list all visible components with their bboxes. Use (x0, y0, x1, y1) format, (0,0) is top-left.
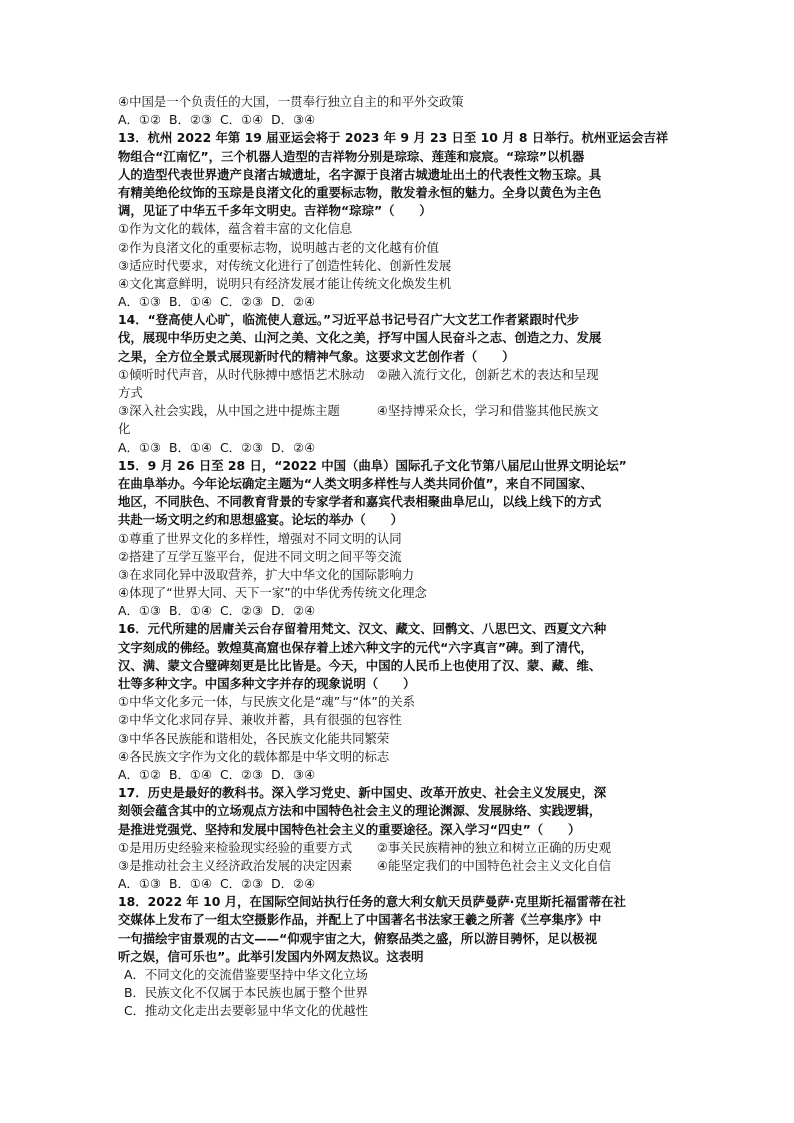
question-15-stem: 共赴一场文明之约和思想盛宴。论坛的举办（ ） (118, 512, 403, 528)
question-16-stem: 文字刻成的佛经。敦煌莫高窟也保存着上述六种文字的元代“六字真言”碑。到了清代， (118, 639, 593, 655)
statement-option: ④体现了“世界大同、天下一家”的中华优秀传统文化理念 (118, 585, 427, 601)
question-18-stem: 听之娱，信可乐也”。此举引发国内外网友热议。这表明 (118, 948, 424, 964)
question-18-stem: 18．2022 年 10 月，在国际空间站执行任务的意大利女航天员萨曼萨·克里斯托福雷蒂在社 (118, 894, 626, 910)
question-13-stem: 人的造型代表世界遗产良渚古城遗址，名字源于良渚古城遗址出土的代表性文物玉琮。具 (118, 166, 602, 182)
question-18-stem: 一句描绘宇宙景观的古文——“仰观宇宙之大，俯察品类之盛，所以游目骋怀，足以极视 (118, 930, 597, 946)
answer-choices: A．①③ B．①④ C．②③ D．②④ (118, 439, 316, 455)
question-13-stem: 有精美绝伦纹饰的玉琮是良渚文化的重要标志物，散发着永恒的魅力。全身以黄色为主色 (118, 184, 602, 200)
statement-option: 方式 (118, 385, 143, 400)
exam-page (118, 93, 678, 1021)
choice-option-b: B．民族文化不仅属于本民族也属于整个世界 (124, 985, 368, 1001)
statement-option: ③深入社会实践，从中国之进中提炼主题 ④坚持博采众长，学习和借鉴其他民族文 (118, 403, 599, 419)
question-13-stem: 调，见证了中华五千多年文明史。吉祥物“琮琮”（ ） (118, 203, 432, 219)
question-17-stem: 是推进党强党、坚持和发展中国特色社会主义的重要途径。深入学习“四史”（ ） (118, 821, 581, 837)
question-16-stem: 16．元代所建的居庸关云台存留着用梵文、汉文、藏文、回鹘文、八思巴文、西夏文六种 (118, 621, 607, 637)
statement-option: ④各民族文字作为文化的载体都是中华文明的标志 (118, 748, 390, 764)
statement-option: 化 (118, 421, 131, 437)
statement-option: ③在求同化异中汲取营养，扩大中华文化的国际影响力 (118, 566, 415, 582)
statement-option: ③适应时代要求，对传统文化进行了创造性转化、创新性发展 (118, 257, 452, 273)
question-13-stem: 物组合“江南忆”，三个机器人造型的吉祥物分别是琮琮、莲莲和宸宸。“琮琮”以机器 (118, 148, 585, 164)
question-16-stem: 壮等多种文字。中国多种文字并存的现象说明（ ） (118, 676, 416, 691)
question-17-stem: 刻领会蕴含其中的立场观点方法和中国特色社会主义的理论渊源、发展脉络、实践逻辑， (118, 803, 602, 819)
question-16-stem: 汉、满、蒙文合璧碑刻更是比比皆是。今天，中国的人民币上也使用了汉、蒙、藏、维、 (118, 657, 602, 673)
statement-option: ③是推动社会主义经济政治发展的决定因素 ④能坚定我们的中国特色社会主义文化自信 (118, 857, 612, 873)
question-14-stem: 伐，展现中华历史之美、山河之美、文化之美，抒写中国人民奋斗之志、创造之力、发展 (118, 330, 602, 346)
statement-option: ②中华文化求同存异、兼收并蓄，具有很强的包容性 (118, 712, 402, 728)
question-15-stem: 地区，不同肤色、不同教育背景的专家学者和嘉宾代表相聚曲阜尼山，以线上线下的方式 (118, 494, 602, 510)
question-17-stem: 17．历史是最好的教科书。深入学习党史、新中国史、改革开放史、社会主义发展史，深 (118, 785, 607, 801)
statement-option: ①中华文化多元一体，与民族文化是“魂”与“体”的关系 (118, 694, 415, 710)
statement-option: ③中华各民族能和谐相处，各民族文化能共同繁荣 (118, 730, 390, 746)
answer-choices: A．①③ B．①④ C．②③ D．②④ (118, 876, 316, 892)
answer-choices: A．①③ B．①④ C．②③ D．②④ (118, 603, 316, 619)
statement-option: ①作为文化的载体，蕴含着丰富的文化信息 (118, 221, 353, 237)
statement-option: ①倾听时代声音，从时代脉搏中感悟艺术脉动 ②融入流行文化，创新艺术的表达和呈现 (118, 366, 599, 382)
answer-choices: A．①② B．①④ C．②③ D．③④ (118, 766, 316, 782)
question-15-stem: 在曲阜举办。今年论坛确定主题为“人类文明多样性与人类共同价值”，来自不同国家、 (118, 475, 593, 491)
statement-option: ②作为良渚文化的重要标志物，说明越古老的文化越有价值 (118, 239, 439, 255)
statement-option: ①尊重了世界文化的多样性，增强对不同文明的认同 (118, 530, 402, 546)
answer-choices: A．①② B．②③ C．①④ D．③④ (118, 112, 316, 128)
choice-option-a: A．不同文化的交流借鉴要坚持中华文化立场 (124, 967, 368, 982)
question-13-stem: 13．杭州 2022 年第 19 届亚运会将于 2023 年 9 月 23 日至 10 月 8 日举行。杭州亚运会吉祥 (118, 130, 669, 146)
question-15-stem: 15．9 月 26 日至 28 日，“2022 中国（曲阜）国际孔子文化节第八届尼山世界文明论坛” (118, 457, 627, 473)
statement-option: ②搭建了互学互鉴平台，促进不同文明之间平等交流 (118, 548, 402, 564)
choice-option-c: C．推动文化走出去要彰显中华文化的优越性 (124, 1003, 369, 1019)
text-line: ④中国是一个负责任的大国，一贯奉行独立自主的和平外交政策 (118, 94, 464, 109)
question-18-stem: 交媒体上发布了一组太空摄影作品，并配上了中国著名书法家王羲之所著《兰亭集序》中 (118, 912, 602, 928)
question-14-stem: 之果，全方位全景式展现新时代的精神气象。这要求文艺创作者（ ） (118, 348, 515, 364)
statement-option: ①是用历史经验来检验现实经验的重要方式 ②事关民族精神的独立和树立正确的历史观 (118, 839, 612, 855)
question-14-stem: 14．“登高使人心旷，临流使人意远。”习近平总书记号召广大文艺工作者紧跟时代步 (118, 312, 580, 328)
statement-option: ④文化寓意鲜明，说明只有经济发展才能让传统文化焕发生机 (118, 275, 452, 291)
answer-choices: A．①③ B．①④ C．②③ D．②④ (118, 294, 316, 310)
